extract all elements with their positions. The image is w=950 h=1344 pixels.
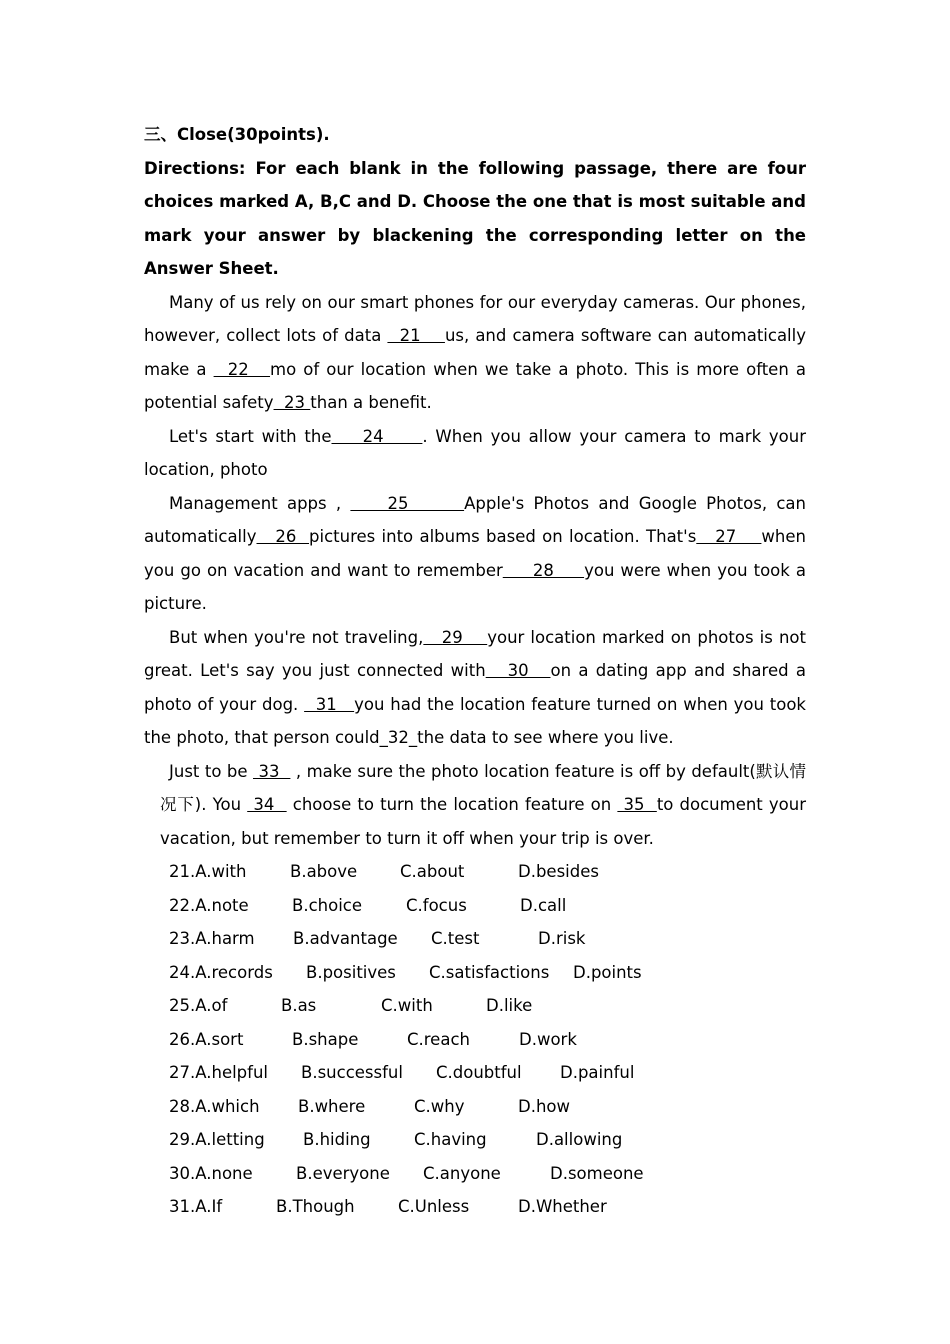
option-row-21: [144, 855, 806, 889]
blank-25: 25: [350, 493, 465, 513]
blank-21: 21: [387, 326, 445, 345]
option-a: 27.A.helpful: [169, 1063, 268, 1082]
option-a: 21.A.with: [169, 862, 247, 881]
text: , make sure the photo location feature is off by default(默认情况下). You: [160, 761, 806, 814]
option-b: B.hiding: [303, 1130, 371, 1149]
option-b: B.above: [290, 862, 358, 881]
option-row-24: [144, 956, 806, 990]
option-d: D.call: [520, 895, 567, 915]
option-d: D.allowing: [536, 1130, 623, 1149]
option-c: C.anyone: [423, 1163, 501, 1183]
text: to document your vacation, but remember to turn it off when your trip is over.: [160, 795, 807, 848]
blank-23: 23: [273, 393, 311, 412]
blank-30: 30: [485, 661, 551, 680]
option-c: C.Unless: [398, 1197, 470, 1216]
text: . When you allow your camera to mark your location, photo: [144, 426, 806, 479]
blank-34: 34: [247, 795, 287, 814]
option-c: C.doubtful: [436, 1063, 522, 1082]
option-d: D.besides: [518, 862, 599, 881]
option-b: B.Though: [276, 1197, 355, 1216]
option-d: D.like: [486, 996, 533, 1015]
option-a: 29.A.letting: [169, 1130, 265, 1149]
option-d: D.how: [518, 1096, 570, 1116]
option-a: 23.A.harm: [169, 929, 255, 948]
option-c: C.test: [431, 929, 480, 948]
text: you were when you took a picture.: [144, 560, 806, 613]
option-c: C.having: [414, 1130, 487, 1149]
option-b: B.where: [298, 1096, 366, 1116]
section-title: 三、Close(30points).: [144, 125, 330, 144]
option-row-22: [144, 889, 806, 923]
option-d: D.points: [573, 962, 642, 982]
blank-31: 31: [304, 694, 355, 714]
text: Let's start with the: [169, 426, 332, 446]
option-c: C.with: [381, 996, 433, 1015]
text: mo of our location when we take a photo. This is more often a potential safety: [144, 359, 806, 412]
text: than a benefit.: [310, 393, 432, 412]
text: you had the location feature turned on when you took the photo, that person could_32_the data to see where you live.: [144, 694, 806, 747]
option-a: 30.A.none: [169, 1163, 253, 1183]
option-b: B.as: [281, 996, 317, 1015]
text: Apple's Photos and Google Photos, can automatically: [144, 493, 806, 546]
answer-options: [144, 855, 806, 1224]
blank-26: 26: [256, 527, 310, 546]
option-row-25: [144, 989, 806, 1023]
blank-28: 28: [502, 560, 585, 580]
text: on a dating app and shared a photo of your dog.: [144, 661, 806, 714]
option-row-31: [144, 1190, 806, 1224]
text: choose to turn the location feature on: [286, 795, 618, 814]
text: Just to be: [169, 761, 253, 781]
text: when you go on vacation and want to remember: [144, 527, 806, 580]
blank-35: 35: [617, 795, 657, 814]
option-d: D.work: [519, 1029, 577, 1049]
option-a: 26.A.sort: [169, 1029, 244, 1049]
option-row-29: [144, 1123, 806, 1157]
option-b: B.advantage: [293, 929, 398, 948]
option-row-30: [144, 1157, 806, 1191]
option-row-27: [144, 1056, 806, 1090]
option-c: C.satisfactions: [429, 962, 550, 982]
passage-paragraph-2: [144, 420, 806, 487]
option-b: B.choice: [292, 895, 362, 915]
text: Many of us rely on our smart phones for our everyday cameras. Our phones, however, collect lots of data: [144, 292, 806, 345]
blank-24: 24: [331, 426, 423, 446]
option-d: D.painful: [560, 1063, 635, 1082]
option-d: D.someone: [550, 1163, 644, 1183]
option-row-23: [144, 922, 806, 956]
text: us, and camera software can automatically make a: [144, 326, 806, 379]
option-row-26: [144, 1023, 806, 1057]
option-c: C.why: [414, 1096, 465, 1116]
option-b: B.everyone: [296, 1163, 390, 1183]
option-b: B.successful: [301, 1063, 403, 1082]
blank-27: 27: [696, 527, 762, 546]
text: your location marked on photos is not great. Let's say you just connected with: [144, 627, 806, 680]
option-c: C.reach: [407, 1029, 470, 1049]
option-b: B.positives: [306, 962, 396, 982]
option-a: 24.A.records: [169, 962, 273, 982]
text: Management apps ,: [169, 493, 351, 513]
option-row-28: [144, 1090, 806, 1124]
passage-paragraph-4: [144, 621, 806, 755]
option-c: C.about: [400, 862, 465, 881]
option-d: D.Whether: [518, 1197, 607, 1216]
blank-29: 29: [423, 627, 488, 647]
option-a: 22.A.note: [169, 895, 249, 915]
passage-paragraph-5: [144, 755, 806, 856]
blank-22: 22: [213, 359, 271, 379]
passage-paragraph-1: [144, 286, 806, 420]
option-a: 25.A.of: [169, 996, 228, 1015]
option-b: B.shape: [292, 1029, 359, 1049]
option-c: C.focus: [406, 895, 467, 915]
passage-paragraph-3: [144, 487, 806, 621]
directions: Directions: For each blank in the following passage, there are four choices marked A, B,C and D. Choose the one that is most suitable and mark your answer by blackening the corresponding letter on the Answer Sheet.: [144, 158, 806, 278]
option-a: 31.A.If: [169, 1197, 223, 1216]
option-d: D.risk: [538, 929, 586, 948]
text: But when you're not traveling,: [169, 627, 424, 647]
blank-33: 33: [253, 761, 291, 781]
text: pictures into albums based on location. That's: [309, 527, 697, 546]
document-page: [144, 118, 806, 1224]
option-a: 28.A.which: [169, 1096, 260, 1116]
